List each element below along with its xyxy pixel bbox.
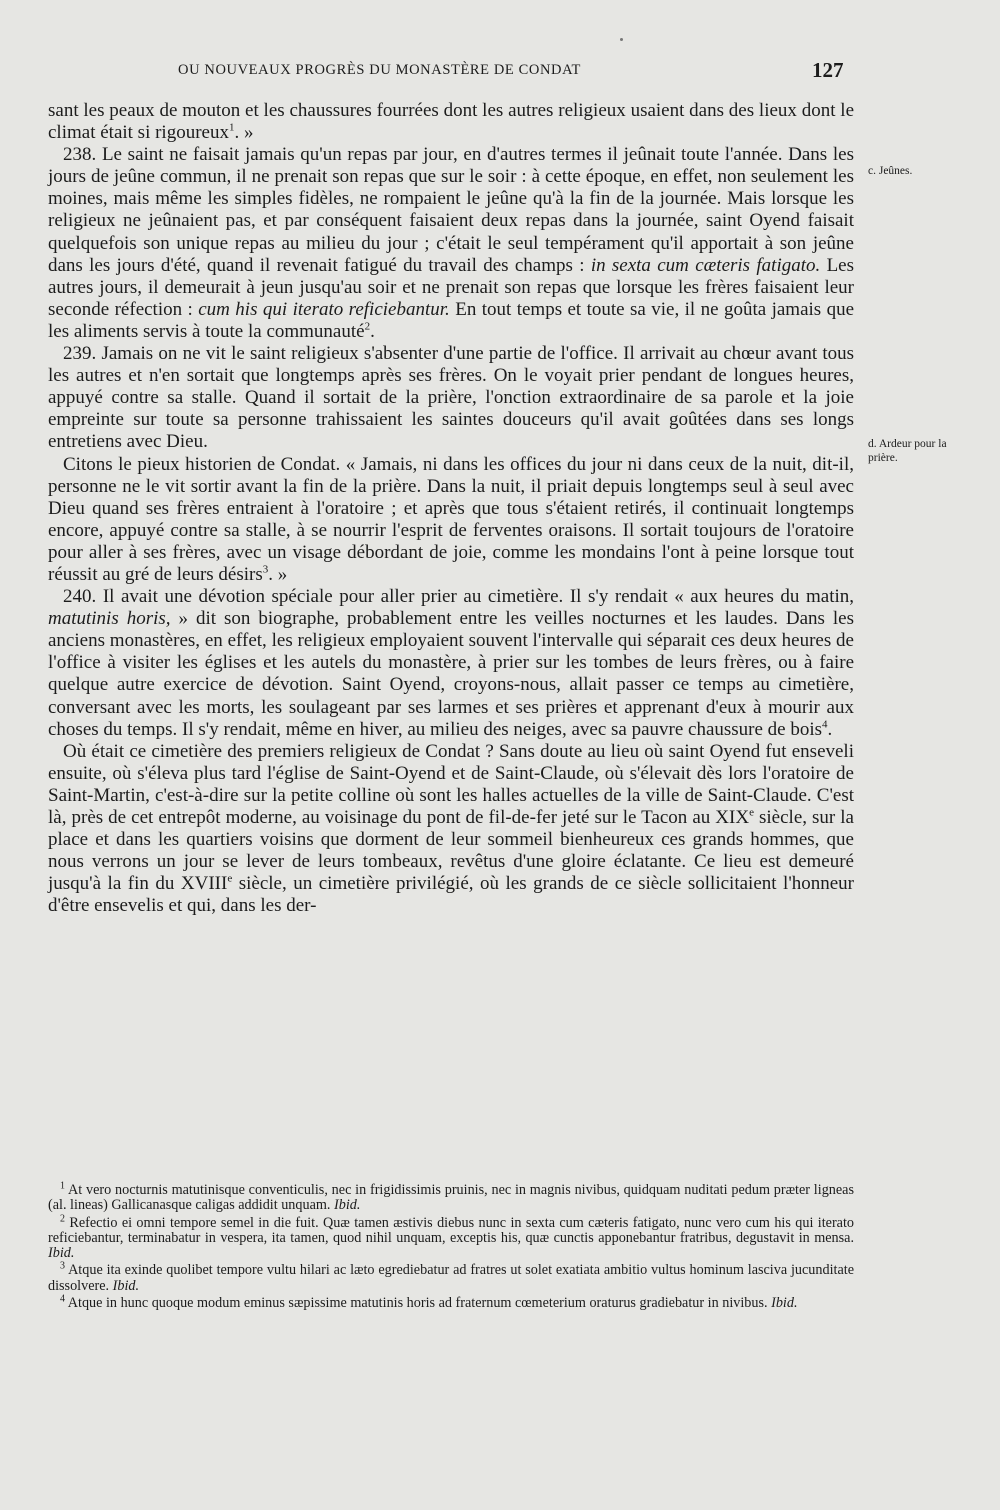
footnote-ref: 1 [228,121,235,134]
footnote-4: $^4$ Atque in hunc quoque modum eminus sæpissime matutinis horis ad fraternum cœmeterium oraturus gradiebatur in nivibus. Ibid. [60,1293,798,1312]
margin-note-ardeur: d. Ardeur pour la prière. [868,438,947,464]
footnote-ref: 3 [262,563,269,576]
page-header [0,58,1000,88]
main-text [48,100,854,917]
paragraph-number: 239. [63,343,97,365]
print-speck [620,38,623,41]
footnote-3: $^3$ Atque ita exinde quolibet tempore vultu hilari ac læto egrediebatur ad fratres ut solet exatiata ambitio vultus hominum lasciva jucunditate dissolvere. Ibid. [48,1260,855,1294]
paragraph-240: 240. Il avait une dévotion spéciale pour aller prier au cimetière. Il s'y rendait « aux heures du matin, matutinis horis, » dit son biographe, probablement entre les veilles nocturnes et les laudes. Dans les anciens monastères, en effet, les religieux employaient souvent l'intervalle qui séparait ces deux heures de l'office à visiter les églises et les autels du monastère, à prier sur les tombes de leurs frères, ou à faire quelque autre exercice de dévotion. Saint Oyend, croyons-nous, allait passer ce temps au cimetière, conversant avec les morts, les soulageant par ses larmes et ses prières et apprenant d'eux à mourir aux choses du temps. Il s'y rendait, même en hiver, au milieu des neiges, avec sa pauvre chaussure de bois$^4$. [48,586,854,740]
footnote-ref: 4 [822,718,828,731]
footnote-1: $^1$ At vero nocturnis matutinisque conventiculis, nec in frigidissimis pruinis, nec in magnis nivibus, quidquam nuditati pedum præter ligneas (al. lineas) Gallicanasque caligas addidit unquam. Ibid. [48,1180,854,1214]
latin-quote: matutinis horis, [48,608,171,630]
footnote-2: $^2$ Refectio ei omni tempore semel in die fuit. Quæ tamen æstivis diebus nunc in sexta cum cæteris fatigato, nunc vero cum his qui iterato reficiebantur, terminabatur in vespera, ita tamen, quod nihil unquam, exceptis his, quæ cunctis apponebantur fratribus, degustavit in mensa. Ibid. [48,1212,855,1262]
latin-quote: cum his qui iterato reficiebantur. [198,298,450,320]
paragraph-239: 239. Jamais on ne vit le saint religieux s'absenter d'une partie de l'office. Il arrivait au chœur avant tous les autres et n'en sortait que longtemps après ses frères. On le voyait prier pendant de longues heures, appuyé contre sa stalle. Quand il sortait de la prière, l'onction extraordinaire de sa parole et la joie empreinte sur toute sa personne trahissaient les saintes douceurs qu'il avait goûtées dans ses longs entretiens avec Dieu. [48,343,854,453]
running-title: OU NOUVEAUX PROGRÈS DU MONASTÈRE DE CONDAT [178,62,582,78]
paragraph-cimetiere: Où était ce cimetière des premiers religieux de Condat ? Sans doute au lieu où saint Oyend fut enseveli ensuite, où s'éleva plus tard l'église de Saint-Oyend et de Saint-Claude, où s'élevait dès lors l'oratoire de Saint-Martin, c'est-à-dire sur la petite colline où sont les halles actuelles de la ville de Saint-Claude. C'est là, près de cet entrepôt moderne, au voisinage du pont de fil-de-fer jeté sur le Tacon au XIXe siècle, sur la place et dans les quartiers voisins que dorment de leur sommeil bienheureux ces grands hommes, que nous verrons un jour se lever de leurs tombeaux, revêtus d'une gloire éclatante. Ce lieu est demeuré jusqu'à la fin du XVIIIe siècle, un cimetière privilégié, où les grands de ce siècle sollicitaient l'honneur d'être ensevelis et qui, dans les der- [48,740,854,917]
footnotes [48,1180,855,1313]
footnote-ref: 2 [364,320,371,333]
paragraph-citons: Citons le pieux historien de Condat. « Jamais, ni dans les offices du jour ni dans ceux de la nuit, dit-il, personne ne le vit sortir avant la fin de la prière. Dans la nuit, il priait depuis longtemps seul à seul avec Dieu quand ses frères entraient à l'oratoire ; et après que tous s'étaient retirés, il continuait longtemps encore, appuyé contre sa stalle, à se nourrir l'esprit de ferventes oraisons. Il sortait toujours de l'oratoire pour aller à ses frères, avec un visage débordant de joie, comme les mondains l'ont à peine lorsque tout réussit au gré de leurs désirs$^3$. » [48,453,854,585]
paragraph-number: 240. [63,586,97,608]
paragraph-continued: sant les peaux de mouton et les chaussures fourrées dont les autres religieux usaient dans des lieux dont le climat était si rigoureux$^1$. » [48,100,854,144]
margin-note-jeunes: c. Jeûnes. [868,165,913,177]
paragraph-number: 238. [63,144,97,166]
paragraph-238: 238. Le saint ne faisait jamais qu'un repas par jour, en d'autres termes il jeûnait toute l'année. Dans les jours de jeûne commun, il ne prenait son repas que sur le soir : à cette époque, en effet, non seulement les moines, mais même les simples fidèles, ne rompaient le jeûne qu'à la fin de la journée. Mais lorsque les religieux ne jeûnaient pas, et par conséquent faisaient deux repas dans la journée, saint Oyend faisait quelquefois son unique repas au milieu du jour ; c'était le seul tempérament qu'il apportait à son jeûne dans les jours d'été, quand il revenait fatigué du travail des champs : in sexta cum cæteris fatigato. Les autres jours, il demeurait à jeun jusqu'au soir et ne prenait son repas que lorsque les frères faisaient leur seconde réfection : cum his qui iterato reficiebantur. En tout temps et toute sa vie, il ne goûta jamais que les aliments servis à toute la communauté$^2$. [48,144,855,342]
latin-quote: in sexta cum cæteris fatigato. [590,254,821,276]
page-number: 127 [812,58,844,82]
